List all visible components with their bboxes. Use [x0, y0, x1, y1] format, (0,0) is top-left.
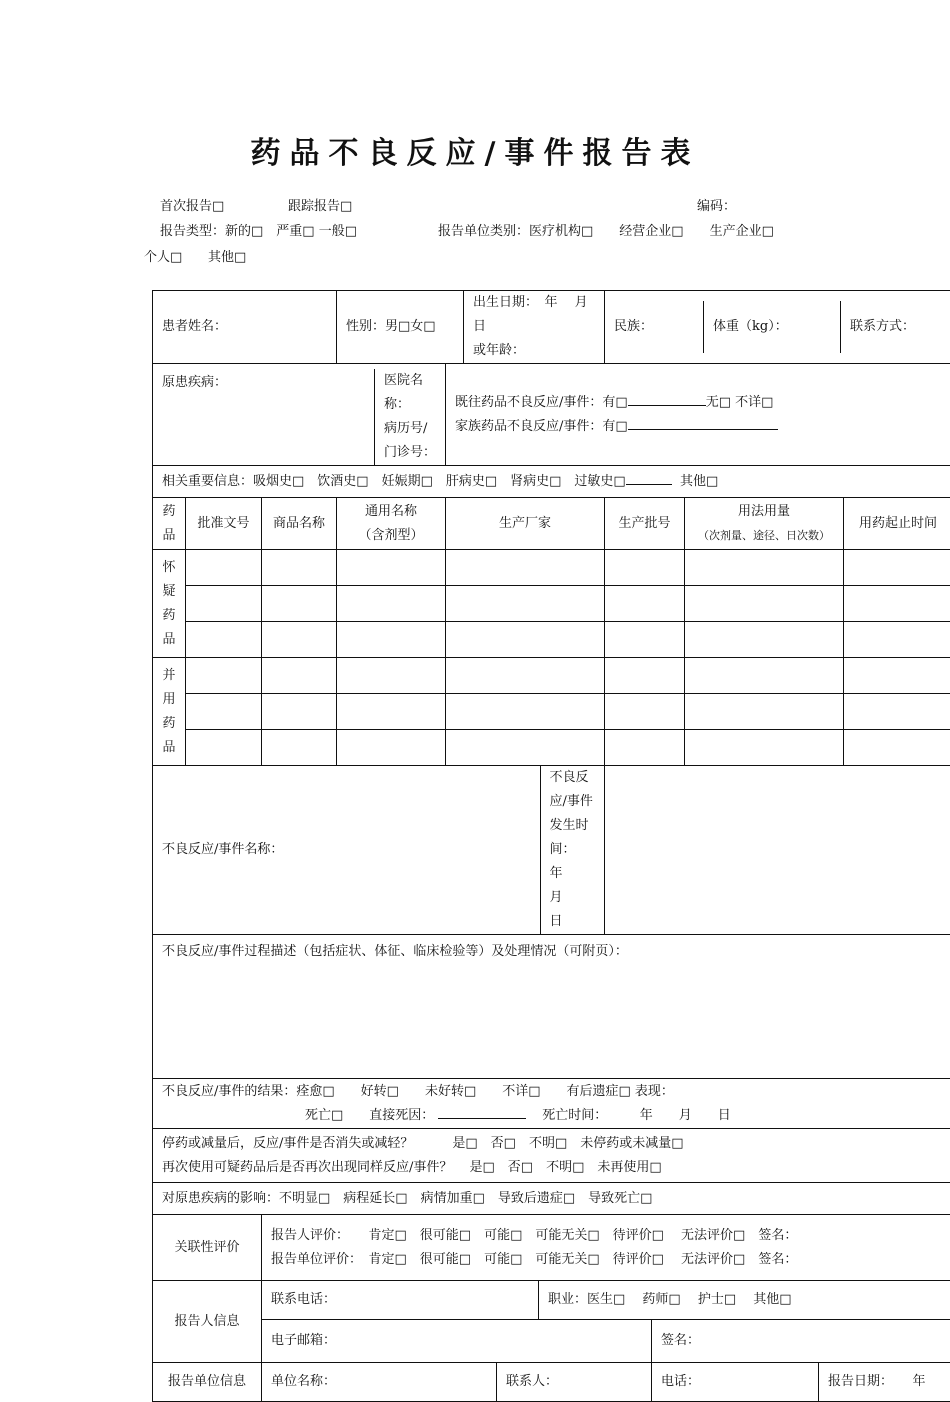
table-cell[interactable]	[337, 658, 446, 694]
table-cell[interactable]	[844, 694, 950, 730]
suspect-drug-row	[153, 586, 950, 622]
reporter-line-2	[262, 1320, 950, 1363]
code-label: 编码：	[697, 195, 736, 214]
ethnic-field[interactable]: 民族：	[605, 301, 704, 353]
patient-info-inner-2	[605, 301, 950, 353]
table-cell[interactable]	[262, 658, 337, 694]
unit-info-label: 报告单位信息	[153, 1363, 262, 1402]
table-cell[interactable]	[446, 622, 605, 658]
adr-name-field[interactable]: 不良反应/事件名称：	[153, 766, 540, 934]
table-cell[interactable]	[844, 622, 950, 658]
manufacturer-header: 生产厂家	[446, 498, 605, 550]
generic-name-header: 通用名称 （含剂型）	[337, 498, 446, 550]
adr-name-cell	[153, 766, 605, 935]
drug-col-header: 药 品	[153, 498, 186, 550]
birth-field[interactable]	[464, 291, 605, 363]
concomitant-drug-label: 并 用 药 品	[153, 658, 186, 766]
reporter-sign-field[interactable]: 签名：	[652, 1320, 950, 1362]
suspect-drug-label: 怀 疑 药 品	[153, 550, 186, 658]
table-cell[interactable]	[844, 730, 950, 766]
concomitant-drug-row	[153, 694, 950, 730]
table-cell[interactable]	[262, 730, 337, 766]
adr-name-row	[153, 766, 950, 935]
adr-description-row	[153, 935, 950, 1079]
birth-date-label: 出生日期： 年 月 日	[473, 291, 595, 339]
table-cell[interactable]	[605, 622, 685, 658]
approval-number-header: 批准文号	[186, 498, 262, 550]
report-date-field[interactable]: 报告日期： 年	[819, 1363, 950, 1401]
suspect-drug-row	[153, 622, 950, 658]
allergy-blank[interactable]	[626, 484, 672, 485]
table-cell[interactable]	[446, 730, 605, 766]
death-line	[162, 1104, 943, 1128]
result-field[interactable]	[153, 1079, 950, 1129]
table-cell[interactable]	[337, 730, 446, 766]
assessment-row	[153, 1215, 950, 1281]
suspect-drug-row	[153, 550, 950, 586]
family-adr-blank[interactable]	[628, 429, 778, 430]
table-cell[interactable]	[262, 586, 337, 622]
contact-field[interactable]: 联系方式：	[841, 301, 950, 353]
table-cell[interactable]	[605, 550, 685, 586]
age-label: 或年龄：	[473, 339, 595, 363]
report-type-options[interactable]: 报告类型：新的□ 严重□ 一般□	[160, 220, 357, 239]
table-cell[interactable]	[605, 730, 685, 766]
family-adr-label: 家族药品不良反应/事件：有□	[455, 419, 628, 434]
unit-type-options[interactable]: 报告单位类别：医疗机构□ 经营企业□ 生产企业□	[438, 220, 774, 239]
hospital-cell[interactable]	[375, 369, 446, 465]
unit-info-row	[153, 1363, 950, 1402]
table-cell[interactable]	[262, 550, 337, 586]
hospital-name-label: 医院名称：	[384, 369, 436, 417]
result-row	[153, 1079, 950, 1129]
reporter-inner-1	[262, 1281, 950, 1319]
weight-field[interactable]: 体重（kg）：	[704, 301, 841, 353]
patient-info-cell	[337, 291, 605, 364]
individual-option[interactable]: 个人□	[144, 246, 182, 265]
patient-info-inner	[337, 291, 604, 363]
history-row	[153, 364, 950, 466]
gender-field[interactable]: 性别：男□女□	[337, 291, 464, 363]
table-cell[interactable]	[685, 658, 844, 694]
assessment-label: 关联性评价	[153, 1215, 262, 1281]
table-cell[interactable]	[337, 622, 446, 658]
table-cell[interactable]	[446, 550, 605, 586]
death-cause-blank[interactable]	[438, 1118, 526, 1119]
reporter-line-1	[262, 1281, 950, 1320]
table-cell[interactable]	[685, 622, 844, 658]
table-cell[interactable]	[186, 586, 262, 622]
usage-period-header: 用药起止时间	[844, 498, 950, 550]
past-adr-label: 既往药品不良反应/事件：有□	[455, 395, 628, 410]
adr-time-field[interactable]: 不良反应/事件发生时间： 年 月 日	[540, 766, 604, 934]
impact-options[interactable]: 对原患疾病的影响：不明显□ 病程延长□ 病情加重□ 导致后遗症□ 导致死亡□	[153, 1183, 950, 1215]
table-cell[interactable]	[446, 658, 605, 694]
table-cell[interactable]	[186, 694, 262, 730]
reporter-email-field[interactable]: 电子邮箱：	[262, 1320, 652, 1362]
trade-name-header: 商品名称	[262, 498, 337, 550]
reporter-row-1	[153, 1281, 950, 1320]
unit-contact-field[interactable]: 联系人：	[497, 1363, 652, 1401]
past-adr-line	[455, 391, 943, 415]
table-cell[interactable]	[186, 658, 262, 694]
concomitant-drug-row	[153, 730, 950, 766]
table-cell[interactable]	[605, 694, 685, 730]
table-cell[interactable]	[446, 694, 605, 730]
adr-time-spacer	[605, 766, 950, 935]
important-info-other[interactable]: 其他□	[680, 474, 718, 489]
record-number-label: 病历号/门诊号：	[384, 417, 436, 465]
table-cell[interactable]	[446, 586, 605, 622]
history-inner	[153, 369, 445, 465]
table-cell[interactable]	[685, 586, 844, 622]
table-cell[interactable]	[337, 694, 446, 730]
table-cell[interactable]	[685, 550, 844, 586]
assessment-field[interactable]	[262, 1215, 950, 1281]
form-title: 药品不良反应/事件报告表	[0, 128, 950, 172]
table-cell[interactable]	[844, 586, 950, 622]
drug-header-row	[153, 498, 950, 550]
important-info-field[interactable]	[153, 466, 950, 498]
unit-info-cell	[262, 1363, 950, 1402]
reporter-info-label: 报告人信息	[153, 1281, 262, 1363]
table-cell[interactable]	[186, 550, 262, 586]
adr-report-table	[152, 290, 950, 1402]
dechallenge-row	[153, 1129, 950, 1183]
adr-description-field[interactable]: 不良反应/事件过程描述（包括症状、体征、临床检验等）及处理情况（可附页）：	[153, 935, 950, 1079]
result-options[interactable]: 不良反应/事件的结果：痊愈□ 好转□ 未好转□ 不详□ 有后遗症□ 表现：	[162, 1080, 943, 1104]
follow-report-option[interactable]: 跟踪报告□	[288, 195, 352, 214]
reporter-inner-2	[262, 1320, 950, 1362]
table-cell[interactable]	[262, 622, 337, 658]
death-time-label: 死亡时间： 年 月 日	[542, 1108, 731, 1123]
table-cell[interactable]	[337, 586, 446, 622]
usage-dosage-header: 用法用量 （次剂量、途径、日次数）	[685, 498, 844, 550]
table-cell[interactable]	[262, 694, 337, 730]
table-cell[interactable]	[844, 658, 950, 694]
table-cell[interactable]	[605, 586, 685, 622]
table-cell[interactable]	[186, 730, 262, 766]
unit-phone-field[interactable]: 电话：	[652, 1363, 819, 1401]
past-adr-options[interactable]: 无□ 不详□	[706, 395, 774, 410]
reporter-phone-field[interactable]: 联系电话：	[262, 1281, 539, 1319]
adr-history-field[interactable]	[446, 364, 950, 466]
first-report-option[interactable]: 首次报告□	[160, 195, 224, 214]
dechallenge-field[interactable]	[153, 1129, 950, 1183]
table-cell[interactable]	[337, 550, 446, 586]
rechallenge-options[interactable]: 再次使用可疑药品后是否再次出现同样反应/事件？ 是□ 否□ 不明□ 未再使用□	[162, 1156, 943, 1180]
reporter-row-2	[153, 1320, 950, 1363]
important-info-row	[153, 466, 950, 498]
batch-number-header: 生产批号	[605, 498, 685, 550]
table-cell[interactable]	[844, 550, 950, 586]
concomitant-drug-row	[153, 658, 950, 694]
table-cell[interactable]	[685, 730, 844, 766]
disease-field[interactable]	[153, 364, 446, 466]
past-adr-blank[interactable]	[628, 405, 706, 406]
impact-row	[153, 1183, 950, 1215]
unit-assessment[interactable]: 报告单位评价： 肯定□ 很可能□ 可能□ 可能无关□ 待评价□ 无法评价□ 签名：	[271, 1248, 943, 1272]
reporter-assessment[interactable]: 报告人评价： 肯定□ 很可能□ 可能□ 可能无关□ 待评价□ 无法评价□ 签名：	[271, 1224, 943, 1248]
table-cell[interactable]	[685, 694, 844, 730]
reporter-job-options[interactable]: 职业：医生□ 药师□ 护士□ 其他□	[539, 1281, 950, 1319]
patient-row	[153, 291, 950, 364]
table-cell[interactable]	[186, 622, 262, 658]
original-disease-label: 原患疾病：	[153, 369, 375, 465]
unit-info-inner	[262, 1363, 950, 1401]
patient-name-field[interactable]: 患者姓名：	[153, 291, 337, 364]
adr-inner	[153, 766, 604, 934]
family-adr-line	[455, 415, 943, 439]
death-option[interactable]: 死亡□ 直接死因：	[305, 1108, 434, 1123]
table-cell[interactable]	[605, 658, 685, 694]
patient-info-cell-2	[605, 291, 950, 364]
other-option[interactable]: 其他□	[208, 246, 246, 265]
important-info-options[interactable]: 相关重要信息：吸烟史□ 饮酒史□ 妊娠期□ 肝病史□ 肾病史□ 过敏史□	[162, 474, 626, 489]
dechallenge-options[interactable]: 停药或减量后，反应/事件是否消失或减轻？ 是□ 否□ 不明□ 未停药或未减量□	[162, 1132, 943, 1156]
unit-name-field[interactable]: 单位名称：	[262, 1363, 497, 1401]
